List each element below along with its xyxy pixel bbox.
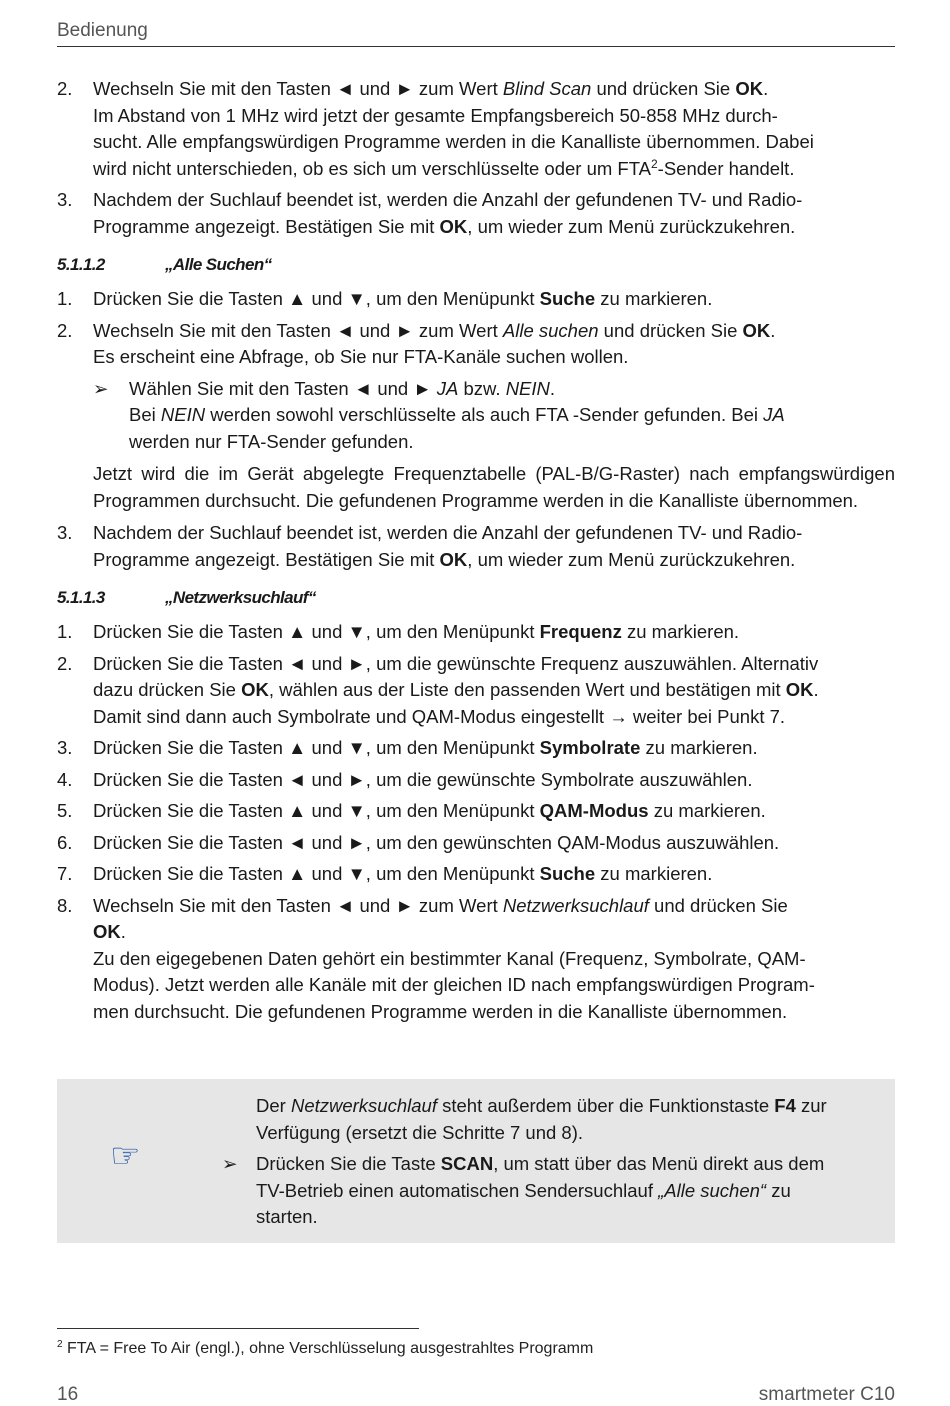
step-line bbox=[93, 547, 895, 574]
step-line: Nachdem der Suchlauf beendet ist, werden die Anzahl der gefundenen TV- und Radio- bbox=[93, 522, 803, 543]
text: Bei bbox=[129, 404, 161, 425]
step-line: Es erscheint eine Abfrage, ob Sie nur FTA-Kanäle suchen wollen. bbox=[93, 346, 629, 367]
step-line bbox=[93, 619, 895, 646]
step-line bbox=[93, 214, 895, 241]
key-name: F4 bbox=[774, 1095, 796, 1116]
text: zur bbox=[795, 1095, 827, 1116]
netzwerk-step-6 bbox=[57, 830, 895, 857]
note-text bbox=[222, 1093, 886, 1231]
text: . bbox=[770, 319, 776, 341]
key-name: OK bbox=[785, 679, 814, 700]
text: Wechseln Sie mit den Tasten ◄ und ► zum Wert bbox=[93, 319, 503, 341]
text: Drücken Sie die Taste bbox=[256, 1153, 441, 1174]
step-line: Damit sind dann auch Symbolrate und QAM-Modus eingestellt → weiter bei Punkt 7. bbox=[93, 705, 786, 727]
step-line: Zu den eigegebenen Daten gehört ein bestimmter Kanal (Frequenz, Symbolrate, QAM- bbox=[93, 947, 806, 969]
text: Der bbox=[256, 1095, 291, 1116]
text: zu markieren. bbox=[595, 288, 713, 309]
key-name: OK bbox=[742, 319, 771, 341]
text: zu markieren. bbox=[640, 737, 758, 758]
step-line bbox=[93, 919, 895, 946]
step-number: 6. bbox=[57, 831, 73, 853]
netzwerk-step-1 bbox=[57, 619, 895, 646]
text: wird nicht unterschieden, ob es sich um verschlüsselte oder um FTA bbox=[93, 157, 651, 179]
menu-item-name: Suche bbox=[539, 863, 596, 884]
arrow-bullet-icon: ➢ bbox=[222, 1153, 238, 1174]
text: und drücken Sie bbox=[591, 78, 736, 99]
text: steht außerdem über die Funktionstaste bbox=[436, 1095, 775, 1116]
note-bullet-item bbox=[222, 1151, 886, 1231]
step-line bbox=[93, 677, 895, 704]
step-number: 2. bbox=[57, 652, 73, 674]
arrow-bullet-icon: ➢ bbox=[93, 377, 109, 399]
step-number: 1. bbox=[57, 621, 73, 642]
sub-line bbox=[129, 402, 895, 429]
value-name: Netzwerksuchlauf bbox=[502, 894, 649, 916]
text: TV-Betrieb einen automatischen Sendersuchlauf bbox=[256, 1179, 659, 1201]
blind-scan-step-3 bbox=[57, 187, 895, 240]
menu-item-name: QAM-Modus bbox=[539, 800, 649, 821]
text: zu bbox=[766, 1179, 791, 1201]
step-line bbox=[93, 861, 895, 888]
step-line bbox=[93, 76, 895, 103]
section-heading-alle-suchen bbox=[57, 252, 895, 276]
note-line: Verfügung (ersetzt die Schritte 7 und 8). bbox=[256, 1121, 584, 1143]
netzwerk-step-2 bbox=[57, 651, 895, 731]
alle-suchen-step-2 bbox=[57, 318, 895, 371]
step-line: Im Abstand von 1 MHz wird jetzt der gesamte Empfangsbereich 50-858 MHz durch- bbox=[93, 104, 778, 126]
text: Wechseln Sie mit den Tasten ◄ und ► zum Wert bbox=[93, 894, 503, 916]
header-divider bbox=[57, 46, 895, 47]
step-line: sucht. Alle empfangswürdigen Programme werden in die Kanalliste übernommen. Dabei bbox=[93, 131, 814, 152]
step-line: Drücken Sie die Tasten ◄ und ►, um den gewünschten QAM-Modus auszuwählen. bbox=[93, 831, 780, 853]
netzwerk-step-8 bbox=[57, 893, 895, 1026]
footnote-text: FTA = Free To Air (engl.), ohne Verschlüsselung ausgestrahltes Programm bbox=[62, 1340, 594, 1357]
header-title: Bedienung bbox=[57, 20, 148, 41]
option-name: NEIN bbox=[505, 377, 550, 399]
menu-item-name: Symbolrate bbox=[539, 737, 641, 758]
step-number: 3. bbox=[57, 189, 73, 210]
step-line bbox=[93, 156, 895, 183]
text: Drücken Sie die Tasten ▲ und ▼, um den Menüpunkt bbox=[93, 621, 540, 642]
step-number: 8. bbox=[57, 894, 73, 916]
step-number: 4. bbox=[57, 768, 73, 790]
page-content bbox=[57, 76, 895, 1030]
option-name: NEIN bbox=[160, 404, 206, 425]
text: . bbox=[763, 78, 769, 99]
product-name: smartmeter C10 bbox=[758, 1384, 895, 1405]
alle-suchen-step-3 bbox=[57, 520, 895, 573]
step-number: 1. bbox=[57, 288, 73, 309]
step-line: Modus). Jetzt werden alle Kanäle mit der gleichen ID nach empfangswürdigen Program- bbox=[93, 974, 815, 995]
sub-line bbox=[129, 376, 895, 403]
text: . bbox=[549, 377, 556, 399]
text: und drücken Sie bbox=[648, 894, 788, 916]
step-line: Drücken Sie die Tasten ◄ und ►, um die gewünschte Symbolrate auszuwählen. bbox=[93, 768, 753, 790]
text: bzw. bbox=[458, 377, 506, 399]
step-line bbox=[93, 735, 895, 762]
page-number: 16 bbox=[57, 1384, 79, 1405]
netzwerk-step-4 bbox=[57, 767, 895, 794]
step-line: men durchsucht. Die gefundenen Programme werden in die Kanalliste übernommen. bbox=[93, 1000, 788, 1022]
step-number: 2. bbox=[57, 319, 73, 341]
netzwerk-step-7 bbox=[57, 861, 895, 888]
text: und drücken Sie bbox=[598, 319, 743, 341]
note-line bbox=[256, 1178, 886, 1205]
option-name: JA bbox=[763, 404, 785, 425]
key-name: OK bbox=[241, 679, 269, 700]
alle-suchen-step-1 bbox=[57, 286, 895, 313]
text: dazu drücken Sie bbox=[93, 679, 242, 700]
sub-line: werden nur FTA-Sender gefunden. bbox=[129, 430, 414, 452]
note-line: starten. bbox=[256, 1206, 318, 1227]
key-name: SCAN bbox=[440, 1153, 494, 1174]
value-name: Alle suchen bbox=[502, 319, 599, 341]
value-name: „Alle suchen“ bbox=[658, 1179, 767, 1201]
note-line bbox=[256, 1151, 886, 1178]
pointing-hand-icon: ☞ bbox=[110, 1136, 141, 1176]
text: , um wieder zum Menü zurückzukehren. bbox=[467, 548, 796, 570]
step-line bbox=[93, 893, 895, 920]
menu-item-name: Suche bbox=[539, 288, 596, 309]
section-number: 5.1.1.2 bbox=[57, 255, 105, 274]
text: zu markieren. bbox=[648, 800, 766, 821]
alle-suchen-sub-bullet bbox=[57, 376, 895, 456]
section-title: „Alle Suchen“ bbox=[165, 255, 272, 274]
text: Drücken Sie die Tasten ▲ und ▼, um den Menüpunkt bbox=[93, 288, 540, 309]
step-line: Nachdem der Suchlauf beendet ist, werden die Anzahl der gefundenen TV- und Radio- bbox=[93, 189, 803, 210]
step-number: 5. bbox=[57, 800, 73, 821]
alle-suchen-paragraph: Jetzt wird die im Gerät abgelegte Frequenztabelle (PAL-B/G-Raster) nach empfangswürdigen Programmen durchsucht. Die gefundenen Programme werden in die Kanalliste übernommen. bbox=[93, 463, 895, 511]
netzwerk-step-3 bbox=[57, 735, 895, 762]
text: zu markieren. bbox=[621, 621, 740, 642]
blind-scan-step-2 bbox=[57, 76, 895, 182]
text: Wählen Sie mit den Tasten ◄ und ► bbox=[129, 377, 437, 399]
text: werden sowohl verschlüsselte als auch FTA -Sender gefunden. Bei bbox=[205, 404, 764, 425]
step-line bbox=[93, 318, 895, 345]
footnote-ref[interactable]: 2 bbox=[650, 156, 658, 171]
text: Drücken Sie die Tasten ▲ und ▼, um den Menüpunkt bbox=[93, 863, 540, 884]
step-line: Drücken Sie die Tasten ◄ und ►, um die gewünschte Frequenz auszuwählen. Alternativ bbox=[93, 652, 819, 674]
step-line bbox=[93, 798, 895, 825]
text: Wechseln Sie mit den Tasten ◄ und ► zum Wert bbox=[93, 78, 503, 99]
key-name: OK bbox=[735, 78, 764, 99]
footnote-divider bbox=[57, 1328, 419, 1329]
text: Programme angezeigt. Bestätigen Sie mit bbox=[93, 548, 440, 570]
step-number: 7. bbox=[57, 863, 73, 884]
text: Programme angezeigt. Bestätigen Sie mit bbox=[93, 215, 440, 237]
step-number: 3. bbox=[57, 522, 73, 543]
text: zu markieren. bbox=[595, 863, 713, 884]
text: -Sender handelt. bbox=[657, 157, 795, 179]
text: , wählen aus der Liste den passenden Wert und bestätigen mit bbox=[268, 679, 786, 700]
key-name: OK bbox=[93, 921, 121, 942]
text: , um wieder zum Menü zurückzukehren. bbox=[467, 215, 796, 237]
section-title: „Netzwerksuchlauf“ bbox=[165, 588, 316, 607]
text: Drücken Sie die Tasten ▲ und ▼, um den Menüpunkt bbox=[93, 737, 540, 758]
text: . bbox=[813, 679, 819, 700]
footnote-number: 2 bbox=[57, 1339, 63, 1350]
text: Drücken Sie die Tasten ▲ und ▼, um den Menüpunkt bbox=[93, 800, 540, 821]
step-number: 2. bbox=[57, 78, 73, 99]
key-name: OK bbox=[439, 548, 468, 570]
menu-item-name: Frequenz bbox=[539, 621, 622, 642]
value-name: Blind Scan bbox=[502, 78, 592, 99]
netzwerk-step-5 bbox=[57, 798, 895, 825]
note-line bbox=[256, 1093, 886, 1120]
section-number: 5.1.1.3 bbox=[57, 588, 105, 607]
key-name: OK bbox=[439, 215, 468, 237]
value-name: Netzwerksuchlauf bbox=[290, 1095, 437, 1116]
step-line bbox=[93, 286, 895, 313]
text: . bbox=[120, 921, 126, 942]
option-name: JA bbox=[436, 377, 459, 399]
text: , um statt über das Menü direkt aus dem bbox=[493, 1153, 825, 1174]
section-heading-netzwerksuchlauf bbox=[57, 585, 895, 609]
footnote bbox=[57, 1340, 593, 1358]
step-number: 3. bbox=[57, 737, 73, 758]
